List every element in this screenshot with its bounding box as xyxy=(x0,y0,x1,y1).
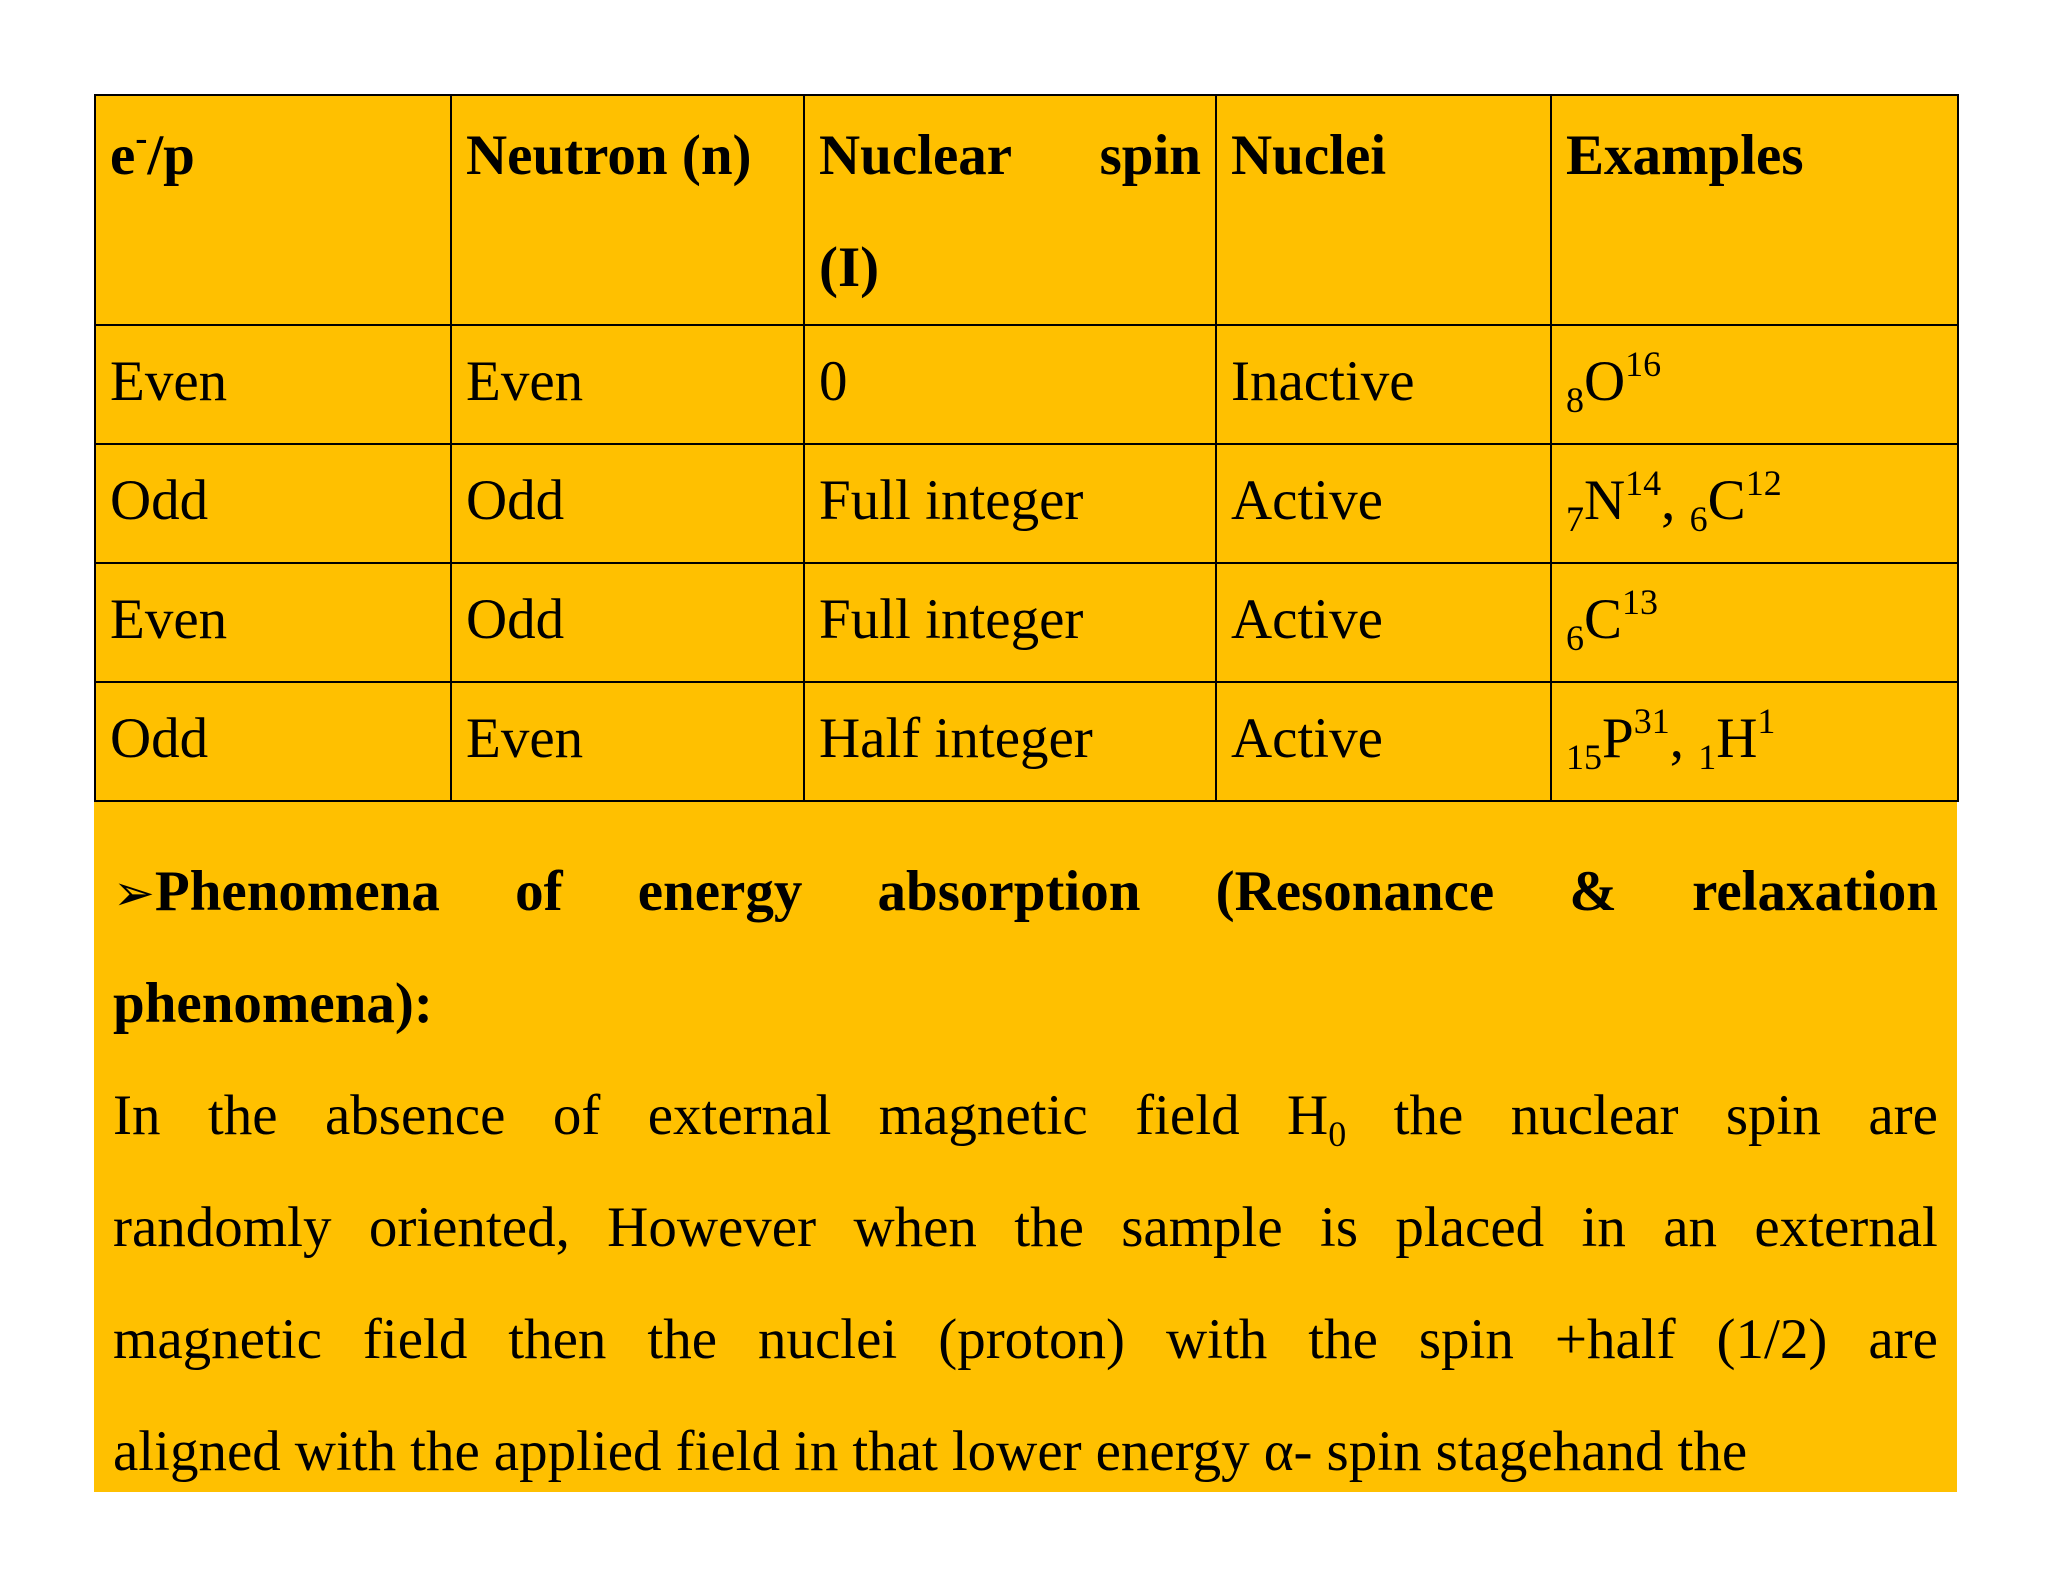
header-nuclear-spin: Nuclear spin (I) xyxy=(804,95,1216,325)
isotope: $_6C^{12}$ xyxy=(1689,463,1782,539)
paragraph-word: field xyxy=(1135,1084,1240,1147)
paragraph-word: the xyxy=(1393,1084,1464,1147)
paragraph-word: sample xyxy=(1121,1196,1283,1259)
example-separator: , xyxy=(1669,707,1699,770)
cell-electron-proton: Even xyxy=(95,563,451,682)
paragraph-word: with xyxy=(1165,1308,1268,1371)
heading-word: energy xyxy=(637,860,803,923)
cell-nuclei: Active xyxy=(1216,444,1551,563)
cell-nuclear-spin: 0 xyxy=(804,325,1216,444)
paragraph-word: the xyxy=(1014,1196,1084,1259)
paragraph-line xyxy=(113,1284,1938,1396)
cell-nuclear-spin: Half integer xyxy=(804,682,1216,801)
paragraph-word: the xyxy=(1308,1308,1378,1371)
cell-electron-proton: Even xyxy=(95,325,451,444)
paragraph-word: the xyxy=(647,1308,718,1371)
paragraph-word: in xyxy=(794,1420,839,1483)
example-separator: , xyxy=(1661,469,1690,532)
nuclear-spin-table xyxy=(94,94,1959,802)
paragraph-line xyxy=(113,1172,1938,1284)
paragraph-word: α- xyxy=(1263,1420,1313,1483)
paragraph-word: In xyxy=(113,1084,161,1147)
paragraph-word: spin xyxy=(1326,1420,1422,1483)
paragraph-word: when xyxy=(853,1196,977,1259)
arrow-bullet-icon: ➢ xyxy=(113,864,155,922)
isotope: $_{15}P^{31}$ xyxy=(1566,701,1670,777)
header-nuclei: Nuclei xyxy=(1216,95,1551,325)
isotope: $_8O^{16}$ xyxy=(1566,344,1662,420)
paragraph-word: the xyxy=(410,1420,480,1483)
paragraph-word: of xyxy=(552,1084,601,1147)
heading-word: of xyxy=(515,860,563,923)
isotope: $_7N^{14}$ xyxy=(1566,463,1662,539)
paragraph-word: (proton) xyxy=(938,1308,1125,1371)
cell-neutron: Even xyxy=(451,325,804,444)
cell-neutron: Odd xyxy=(451,444,804,563)
table-row xyxy=(95,444,1958,563)
paragraph-word: spin xyxy=(1418,1308,1514,1371)
cell-nuclear-spin: Full integer xyxy=(804,563,1216,682)
paragraph-word: randomly xyxy=(113,1196,332,1259)
cell-neutron: Even xyxy=(451,682,804,801)
paragraph-word: magnetic xyxy=(878,1084,1088,1147)
cell-nuclei: Active xyxy=(1216,563,1551,682)
table-row xyxy=(95,682,1958,801)
header-examples: Examples xyxy=(1551,95,1958,325)
paragraph-word: the xyxy=(207,1084,278,1147)
paragraph-word: oriented, xyxy=(368,1196,570,1259)
paragraph-word: $H_0$ xyxy=(1287,1084,1347,1154)
paragraph-word: external xyxy=(647,1084,832,1147)
table-row xyxy=(95,563,1958,682)
cell-neutron: Odd xyxy=(451,563,804,682)
cell-examples xyxy=(1551,444,1958,563)
paragraph-line xyxy=(113,1396,1938,1508)
header-neutron: Neutron (n) xyxy=(451,95,804,325)
paragraph-word: field xyxy=(675,1420,781,1483)
paragraph-word: placed xyxy=(1395,1196,1545,1259)
cell-nuclei: Active xyxy=(1216,682,1551,801)
paragraph-word: external xyxy=(1754,1196,1938,1259)
paragraph-word: the xyxy=(1677,1420,1748,1483)
paragraph-word: magnetic xyxy=(113,1308,322,1371)
heading-word: relaxation xyxy=(1692,860,1938,923)
paragraph-word: (1/2) xyxy=(1716,1308,1828,1371)
paragraph-word: absence xyxy=(325,1084,506,1147)
section-heading: ➢Phenomena of energy absorption (Resonance & relaxation phenomena): xyxy=(113,836,1938,1060)
heading-word: ➢Phenomena xyxy=(113,860,440,923)
table-row xyxy=(95,325,1958,444)
body-paragraph xyxy=(113,1060,1938,1508)
header-electron-proton: e-/p xyxy=(95,95,451,325)
paragraph-word: aligned xyxy=(113,1420,281,1483)
paragraph-word: +half xyxy=(1554,1308,1676,1371)
cell-nuclei: Inactive xyxy=(1216,325,1551,444)
cell-examples xyxy=(1551,325,1958,444)
table-header-row xyxy=(95,95,1958,325)
cell-electron-proton: Odd xyxy=(95,682,451,801)
paragraph-word: are xyxy=(1868,1084,1938,1147)
paragraph-word: in xyxy=(1581,1196,1626,1259)
paragraph-word: is xyxy=(1320,1196,1359,1259)
paragraph-word: an xyxy=(1663,1196,1717,1259)
heading-word: absorption xyxy=(877,860,1141,923)
paragraph-word: energy xyxy=(1095,1420,1250,1483)
paragraph-line xyxy=(113,1060,1938,1172)
paragraph-word: stagehand xyxy=(1435,1420,1664,1483)
heading-word: & xyxy=(1569,860,1617,923)
paragraph-word: then xyxy=(508,1308,607,1371)
isotope: $_6C^{13}$ xyxy=(1566,582,1659,658)
paragraph-word: are xyxy=(1868,1308,1938,1371)
section-content xyxy=(113,836,1938,1508)
paragraph-word: that xyxy=(852,1420,938,1483)
heading-word: (Resonance xyxy=(1215,860,1495,923)
paragraph-word: lower xyxy=(951,1420,1082,1483)
cell-examples xyxy=(1551,563,1958,682)
paragraph-word: However xyxy=(607,1196,817,1259)
paragraph-word: with xyxy=(294,1420,397,1483)
paragraph-word: field xyxy=(362,1308,468,1371)
cell-electron-proton: Odd xyxy=(95,444,451,563)
paragraph-word: nuclear xyxy=(1510,1084,1679,1147)
paragraph-word: applied xyxy=(493,1420,662,1483)
cell-examples xyxy=(1551,682,1958,801)
paragraph-word: nuclei xyxy=(757,1308,898,1371)
cell-nuclear-spin: Full integer xyxy=(804,444,1216,563)
paragraph-word: spin xyxy=(1725,1084,1821,1147)
isotope: $_1H^1$ xyxy=(1698,701,1776,777)
